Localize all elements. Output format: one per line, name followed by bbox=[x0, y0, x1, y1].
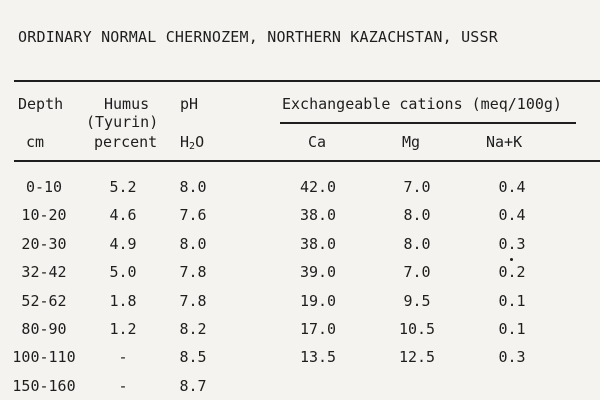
cell-nak: 0.1 bbox=[498, 320, 526, 338]
cell-mg: 7.0 bbox=[403, 178, 431, 196]
cell-depth: 10-20 bbox=[21, 206, 67, 225]
cell-ca: 38.0 bbox=[299, 206, 337, 225]
stray-dot bbox=[510, 258, 513, 261]
cell-nak: 0.1 bbox=[498, 291, 526, 310]
cell-mg: 7.0 bbox=[403, 263, 431, 282]
cell-humus: 5.2 bbox=[109, 178, 137, 196]
cell-nak: 0.3 bbox=[498, 348, 526, 367]
cell-ca: 19.0 bbox=[299, 291, 337, 310]
cell-ph: 8.7 bbox=[179, 376, 207, 395]
header-ph-unit bbox=[180, 134, 204, 155]
top-rule bbox=[14, 80, 600, 82]
cell-mg: 12.5 bbox=[398, 348, 436, 367]
cell-ca: 13.5 bbox=[299, 348, 337, 367]
header-mg: Mg bbox=[402, 133, 421, 151]
cell-ca: 39.0 bbox=[299, 263, 337, 282]
ph-o: O bbox=[195, 133, 205, 151]
cell-ph: 8.0 bbox=[179, 178, 207, 196]
cell-depth: 52-62 bbox=[21, 291, 67, 310]
cell-mg: 10.5 bbox=[398, 320, 436, 338]
ph-h: H bbox=[180, 133, 190, 151]
cell-humus: 4.9 bbox=[109, 234, 137, 253]
cell-mg: 8.0 bbox=[403, 206, 431, 225]
cell-depth: 100-110 bbox=[12, 348, 76, 367]
cell-humus: - bbox=[118, 376, 128, 395]
cell-ph: 7.6 bbox=[179, 206, 207, 225]
header-ph: pH bbox=[180, 95, 199, 113]
cell-depth: 80-90 bbox=[21, 320, 67, 338]
cell-humus: 5.0 bbox=[109, 263, 137, 282]
cell-humus: 4.6 bbox=[109, 206, 137, 225]
cell-nak: 0.3 bbox=[498, 234, 526, 253]
cell-nak: 0.2 bbox=[498, 263, 526, 282]
header-humus-unit: percent bbox=[94, 133, 158, 151]
header-ca: Ca bbox=[308, 133, 327, 151]
cell-nak: 0.4 bbox=[498, 178, 526, 196]
cell-depth: 150-160 bbox=[12, 376, 76, 395]
table-title: ORDINARY NORMAL CHERNOZEM, NORTHERN KAZACHSTAN, USSR bbox=[18, 28, 498, 46]
header-humus-method: (Tyurin) bbox=[86, 113, 159, 131]
cell-mg: 9.5 bbox=[403, 291, 431, 310]
cell-depth: 32-42 bbox=[21, 263, 67, 282]
cell-ca: 42.0 bbox=[299, 178, 337, 196]
header-humus: Humus bbox=[104, 95, 150, 113]
cell-depth: 20-30 bbox=[21, 234, 67, 253]
cations-rule bbox=[280, 122, 576, 124]
cell-ca: 17.0 bbox=[299, 320, 337, 338]
cell-ph: 8.5 bbox=[179, 348, 207, 367]
cell-depth: 0-10 bbox=[25, 178, 63, 196]
cell-humus: 1.2 bbox=[109, 320, 137, 338]
cell-ph: 7.8 bbox=[179, 291, 207, 310]
cell-ph: 7.8 bbox=[179, 263, 207, 282]
header-nak: Na+K bbox=[486, 133, 523, 151]
cell-nak: 0.4 bbox=[498, 206, 526, 225]
header-depth: Depth bbox=[18, 95, 64, 113]
header-depth-unit: cm bbox=[26, 133, 45, 151]
cell-ca: 38.0 bbox=[299, 234, 337, 253]
cell-ph: 8.2 bbox=[179, 320, 207, 338]
header-exchangeable-cations: Exchangeable cations (meq/100g) bbox=[282, 95, 562, 113]
ph-subscript: 2 bbox=[189, 141, 196, 152]
header-bottom-rule bbox=[14, 160, 600, 162]
cell-humus: 1.8 bbox=[109, 291, 137, 310]
cell-humus: - bbox=[118, 348, 128, 367]
cell-ph: 8.0 bbox=[179, 234, 207, 253]
cell-mg: 8.0 bbox=[403, 234, 431, 253]
